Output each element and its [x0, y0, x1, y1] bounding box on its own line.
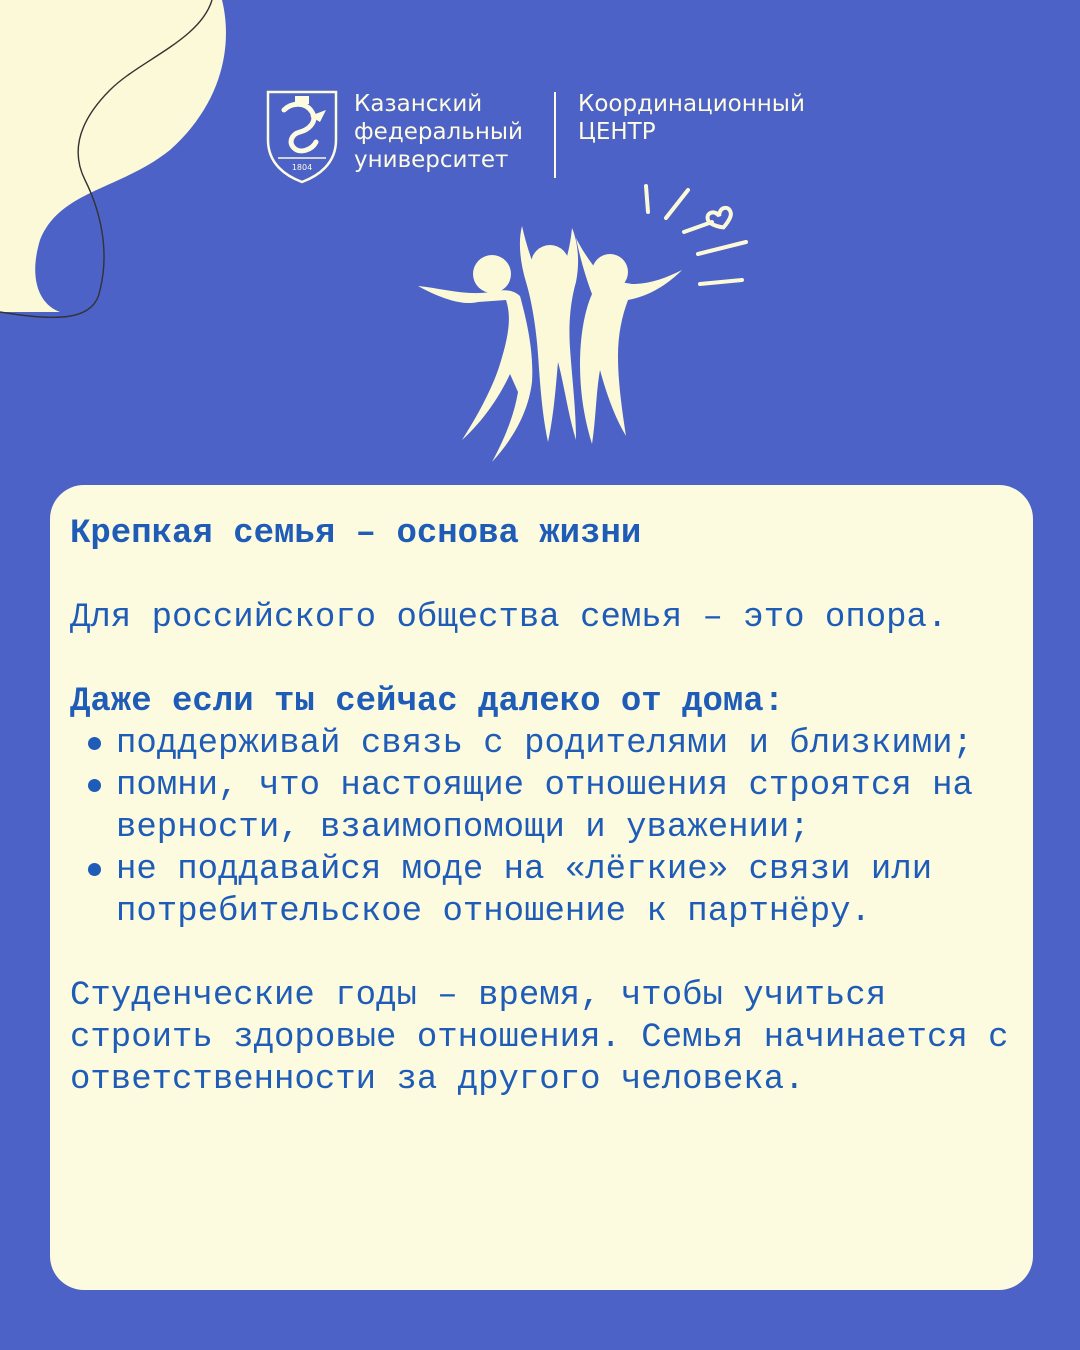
logo-divider — [554, 92, 556, 178]
info-card — [50, 485, 1033, 1290]
tips-list — [70, 723, 1020, 933]
decorative-blob — [0, 0, 240, 330]
list-item: не поддавайся моде на «лёгкие» связи или потребительское отношение к партнёру. — [70, 849, 1020, 933]
card-title: Крепкая семья – основа жизни — [70, 515, 642, 553]
tips-heading: Даже если ты сейчас далеко от дома: — [70, 683, 785, 721]
university-name: Казанский федеральный университет — [354, 91, 523, 173]
kfu-logo — [262, 88, 822, 184]
crest-year: 1804 — [291, 163, 313, 172]
center-name: Координационный ЦЕНТР — [578, 91, 805, 145]
heart-icon — [706, 206, 735, 231]
card-content — [70, 513, 1020, 1101]
list-item: помни, что настоящие отношения строятся на верности, взаимопомощи и уважении; — [70, 765, 1020, 849]
kfu-crest-icon — [262, 88, 342, 184]
list-item: поддерживай связь с родителями и близкими; — [70, 723, 1020, 765]
three-people-celebrating-icon — [400, 178, 770, 468]
closing-text: Студенческие годы – время, чтобы учиться строить здоровые отношения. Семья начинается с ответственности за другого человека. — [70, 977, 1009, 1099]
intro-text: Для российского общества семья – это опора. — [70, 599, 948, 637]
